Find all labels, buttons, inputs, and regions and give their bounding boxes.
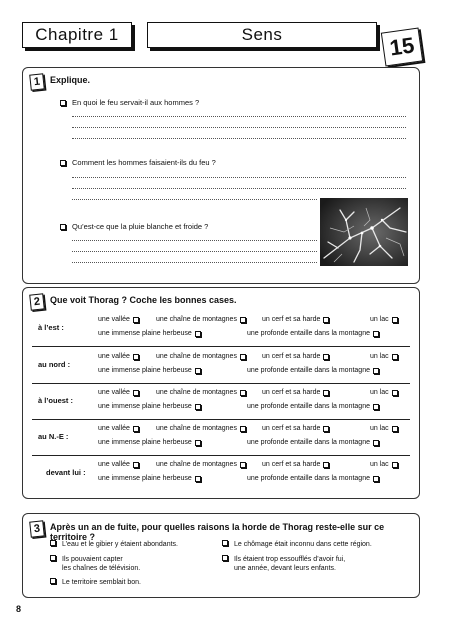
direction-label: à l’est : <box>38 323 64 332</box>
option-text: une chaîne de montagnes <box>156 316 237 323</box>
option-text: un lac <box>370 425 389 432</box>
question-text: En quoi le feu servait-il aux hommes ? <box>72 98 200 107</box>
page-title-text: Sens <box>241 25 283 44</box>
checkbox[interactable] <box>323 462 329 468</box>
answer-text: Ils pouvaient capter les chaînes de télévision. <box>62 556 141 572</box>
option-item[interactable] <box>247 439 381 446</box>
row-divider <box>32 419 410 420</box>
page-badge <box>381 28 423 67</box>
checkbox[interactable] <box>133 317 139 323</box>
checkbox[interactable] <box>50 540 56 546</box>
option-text: une chaîne de montagnes <box>156 389 237 396</box>
option-text: une profonde entaille dans la montagne <box>247 475 370 482</box>
option-item[interactable] <box>156 461 248 468</box>
option-text: une chaîne de montagnes <box>156 461 237 468</box>
option-item[interactable] <box>370 389 400 396</box>
answer-option[interactable] <box>222 540 372 549</box>
option-item[interactable] <box>156 316 248 323</box>
checkbox[interactable] <box>195 368 201 374</box>
checkbox[interactable] <box>323 426 329 432</box>
checkbox[interactable] <box>373 404 379 410</box>
checkbox[interactable] <box>222 540 228 546</box>
option-text: une immense plaine herbeuse <box>98 330 192 337</box>
option-text: une immense plaine herbeuse <box>98 439 192 446</box>
option-item[interactable] <box>247 367 381 374</box>
checkbox[interactable] <box>392 462 398 468</box>
direction-label: à l’ouest : <box>38 396 74 405</box>
question-text: Comment les hommes faisaient-ils du feu ? <box>72 158 216 167</box>
option-text: un lac <box>370 353 389 360</box>
answer-line[interactable] <box>72 240 317 241</box>
option-item[interactable] <box>262 389 331 396</box>
option-text: une chaîne de montagnes <box>156 425 237 432</box>
option-text: un cerf et sa harde <box>262 389 321 396</box>
option-item[interactable] <box>98 475 203 482</box>
question-text: Qu’est-ce que la pluie blanche et froide ? <box>72 222 209 231</box>
checkbox[interactable] <box>60 100 66 106</box>
option-text: une vallée <box>98 353 130 360</box>
option-item[interactable] <box>98 461 141 468</box>
answer-option[interactable] <box>50 540 178 549</box>
option-text: un lac <box>370 389 389 396</box>
page-number: 8 <box>16 604 22 614</box>
row-divider <box>32 455 410 456</box>
option-text: une immense plaine herbeuse <box>98 475 192 482</box>
row-divider <box>32 383 410 384</box>
checkbox[interactable] <box>373 476 379 482</box>
checkbox[interactable] <box>60 160 66 166</box>
checkbox[interactable] <box>240 390 246 396</box>
checkbox[interactable] <box>323 317 329 323</box>
answer-option[interactable] <box>50 578 141 587</box>
option-item[interactable] <box>262 353 331 360</box>
checkbox[interactable] <box>392 354 398 360</box>
direction-label: au N.-E : <box>38 432 69 441</box>
option-item[interactable] <box>262 425 331 432</box>
option-item[interactable] <box>98 367 203 374</box>
answer-text: Le chômage était inconnu dans cette région. <box>234 541 372 548</box>
section-title: Que voit Thorag ? Coche les bonnes cases. <box>50 295 237 305</box>
checkbox[interactable] <box>240 462 246 468</box>
answer-text: L’eau et le gibier y étaient abondants. <box>62 541 178 548</box>
answer-option[interactable] <box>50 555 140 573</box>
option-item[interactable] <box>370 316 400 323</box>
option-item[interactable] <box>262 461 331 468</box>
checkbox[interactable] <box>133 390 139 396</box>
section-number-badge <box>29 73 45 90</box>
frost-branches-photo <box>320 198 408 266</box>
direction-label: au nord : <box>38 360 71 369</box>
option-item[interactable] <box>370 353 400 360</box>
checkbox[interactable] <box>60 224 66 230</box>
checkbox[interactable] <box>50 555 56 561</box>
question-item <box>60 98 199 107</box>
section-title: Explique. <box>50 75 91 85</box>
option-item[interactable] <box>370 425 400 432</box>
option-text: une profonde entaille dans la montagne <box>247 403 370 410</box>
chapter-label <box>22 22 132 48</box>
option-item[interactable] <box>98 425 141 432</box>
section-number: 2 <box>33 295 41 309</box>
checkbox[interactable] <box>240 426 246 432</box>
checkbox[interactable] <box>240 354 246 360</box>
option-item[interactable] <box>98 389 141 396</box>
answer-line[interactable] <box>72 188 406 189</box>
answer-line[interactable] <box>72 262 317 263</box>
checkbox[interactable] <box>133 462 139 468</box>
answer-line[interactable] <box>72 251 317 252</box>
checkbox[interactable] <box>323 354 329 360</box>
answer-text: Le territoire semblait bon. <box>62 579 141 586</box>
answer-line[interactable] <box>72 116 406 117</box>
section-number-badge <box>29 293 45 310</box>
option-item[interactable] <box>156 353 248 360</box>
option-item[interactable] <box>247 330 381 337</box>
checkbox[interactable] <box>392 390 398 396</box>
page-title <box>147 22 377 48</box>
answer-line[interactable] <box>72 199 317 200</box>
checkbox[interactable] <box>50 578 56 584</box>
option-item[interactable] <box>262 316 331 323</box>
option-text: une profonde entaille dans la montagne <box>247 367 370 374</box>
option-item[interactable] <box>98 330 203 337</box>
checkbox[interactable] <box>373 368 379 374</box>
row-divider <box>32 346 410 347</box>
checkbox[interactable] <box>373 440 379 446</box>
checkbox[interactable] <box>373 331 379 337</box>
option-item[interactable] <box>98 353 141 360</box>
checkbox[interactable] <box>195 476 201 482</box>
option-text: une vallée <box>98 425 130 432</box>
chapter-text: Chapitre 1 <box>35 25 119 44</box>
option-item[interactable] <box>370 461 400 468</box>
option-text: une immense plaine herbeuse <box>98 403 192 410</box>
checkbox[interactable] <box>133 354 139 360</box>
answer-line[interactable] <box>72 177 406 178</box>
option-item[interactable] <box>156 389 248 396</box>
answer-option[interactable] <box>222 555 345 573</box>
checkbox[interactable] <box>392 317 398 323</box>
option-text: une immense plaine herbeuse <box>98 367 192 374</box>
checkbox[interactable] <box>195 404 201 410</box>
checkbox[interactable] <box>195 440 201 446</box>
option-text: une vallée <box>98 389 130 396</box>
option-text: un cerf et sa harde <box>262 316 321 323</box>
answer-text: Ils étaient trop essoufflés d’avoir fui, une année, devant leurs enfants. <box>234 556 346 572</box>
option-item[interactable] <box>98 439 203 446</box>
section-number: 1 <box>33 75 41 89</box>
question-item <box>60 158 216 167</box>
option-text: un lac <box>370 316 389 323</box>
option-text: un cerf et sa harde <box>262 461 321 468</box>
question-item <box>60 222 208 231</box>
option-text: un cerf et sa harde <box>262 353 321 360</box>
page-badge-text: 15 <box>388 32 416 61</box>
option-text: un lac <box>370 461 389 468</box>
option-text: une vallée <box>98 461 130 468</box>
section-number-badge <box>29 520 45 537</box>
checkbox[interactable] <box>323 390 329 396</box>
option-item[interactable] <box>98 403 203 410</box>
section-number: 3 <box>33 522 41 536</box>
option-text: une profonde entaille dans la montagne <box>247 439 370 446</box>
checkbox[interactable] <box>392 426 398 432</box>
option-text: une profonde entaille dans la montagne <box>247 330 370 337</box>
direction-label: devant lui : <box>46 468 86 477</box>
answer-line[interactable] <box>72 138 406 139</box>
option-text: une vallée <box>98 316 130 323</box>
option-item[interactable] <box>98 316 141 323</box>
option-text: une chaîne de montagnes <box>156 353 237 360</box>
option-item[interactable] <box>156 425 248 432</box>
checkbox[interactable] <box>195 331 201 337</box>
checkbox[interactable] <box>240 317 246 323</box>
checkbox[interactable] <box>133 426 139 432</box>
checkbox[interactable] <box>222 555 228 561</box>
answer-line[interactable] <box>72 127 406 128</box>
option-item[interactable] <box>247 403 381 410</box>
option-item[interactable] <box>247 475 381 482</box>
section-title: Après un an de fuite, pour quelles raisons la horde de Thorag reste-elle sur ce territoire ? <box>50 522 385 542</box>
option-text: un cerf et sa harde <box>262 425 321 432</box>
